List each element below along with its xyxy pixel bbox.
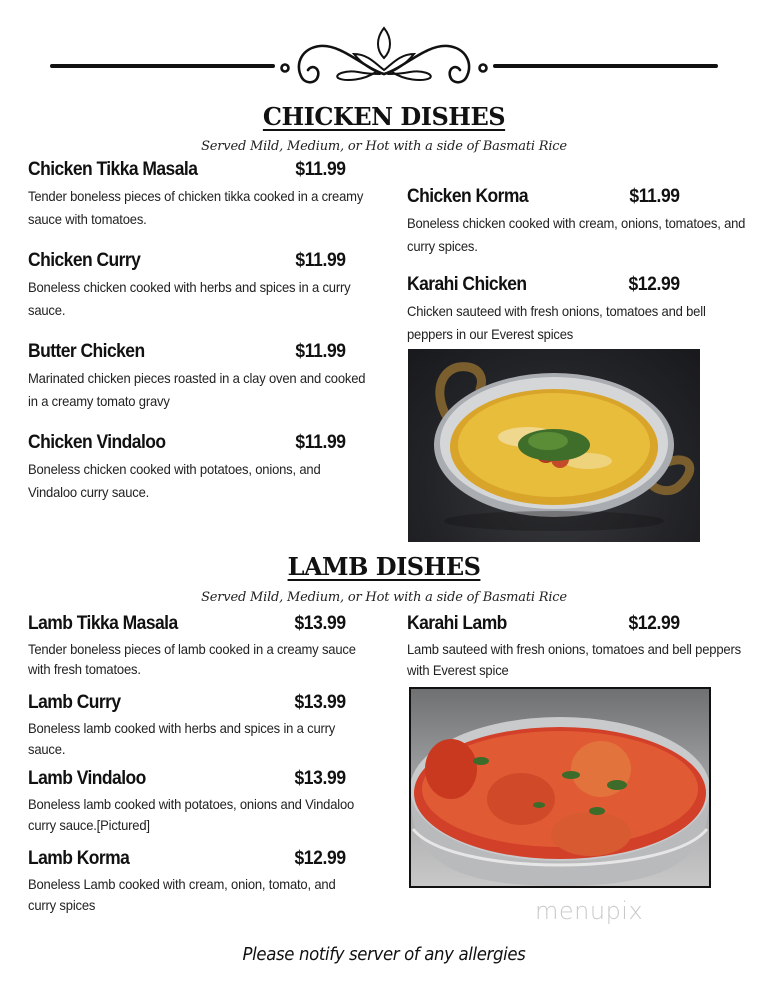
menu-item-chicken-korma: [407, 186, 747, 258]
item-price: $13.99: [294, 768, 346, 789]
menu-item-chicken-vindaloo: [28, 432, 368, 504]
header-ornament: [0, 20, 768, 90]
item-price: $11.99: [295, 159, 346, 180]
menu-item-butter-chicken: [28, 341, 368, 413]
item-name: Chicken Korma: [407, 186, 529, 207]
item-description: Boneless Lamb cooked with cream, onion, tomato, and curry spices: [28, 876, 336, 913]
lamb-section-subtitle: Served Mild, Medium, or Hot with a side of Basmati Rice: [201, 590, 567, 605]
menu-item-lamb-korma: [28, 848, 368, 916]
item-price: $12.99: [294, 848, 346, 869]
item-description: Marinated chicken pieces roasted in a clay oven and cooked in a creamy tomato gravy: [28, 370, 366, 409]
item-name: Chicken Tikka Masala: [28, 159, 198, 180]
item-description: Boneless lamb cooked with potatoes, onions and Vindaloo curry sauce.[Pictured]: [28, 796, 355, 833]
item-description: Tender boneless pieces of chicken tikka cooked in a creamy sauce with tomatoes.: [28, 188, 364, 227]
lamb-vindaloo-photo: [409, 687, 711, 888]
item-name: Lamb Korma: [28, 848, 130, 869]
item-name: Chicken Curry: [28, 250, 141, 271]
chicken-korma-photo: [408, 349, 700, 542]
menu-item-chicken-curry: [28, 250, 368, 322]
item-price: $11.99: [629, 186, 680, 207]
item-description: Boneless chicken cooked with potatoes, onions, and Vindaloo curry sauce.: [28, 461, 321, 500]
item-name: Karahi Chicken: [407, 274, 527, 295]
item-description: Chicken sauteed with fresh onions, tomatoes and bell peppers in our Everest spices: [407, 303, 706, 342]
item-name: Lamb Tikka Masala: [28, 613, 178, 634]
item-name: Butter Chicken: [28, 341, 145, 362]
item-description: Tender boneless pieces of lamb cooked in a creamy sauce with fresh tomatoes.: [28, 641, 356, 677]
item-name: Lamb Vindaloo: [28, 768, 146, 789]
lamb-section-title: LAMB DISHES: [287, 552, 481, 581]
ornament-rule-right: [493, 64, 718, 68]
allergy-notice: Please notify server of any allergies: [242, 944, 526, 965]
item-name: Karahi Lamb: [407, 613, 507, 634]
chicken-section-subtitle: Served Mild, Medium, or Hot with a side of Basmati Rice: [201, 139, 567, 154]
item-price: $12.99: [628, 613, 680, 634]
item-name: Chicken Vindaloo: [28, 432, 166, 453]
menu-item-lamb-curry: [28, 692, 368, 760]
menu-item-karahi-chicken: [407, 274, 747, 346]
flourish-icon: [276, 24, 492, 88]
item-price: $11.99: [295, 341, 346, 362]
ornament-rule-left: [50, 64, 275, 68]
item-description: Boneless lamb cooked with herbs and spices in a curry sauce.: [28, 720, 336, 757]
item-price: $12.99: [628, 274, 680, 295]
menu-item-chicken-tikka-masala: [28, 159, 368, 231]
menu-item-lamb-tikka-masala: [28, 613, 368, 679]
menupix-watermark: menupix: [535, 897, 644, 925]
item-description: Boneless chicken cooked with cream, onions, tomatoes, and curry spices.: [407, 215, 746, 254]
chicken-section-title: CHICKEN DISHES: [262, 102, 506, 131]
vindaloo-bowl-illustration: [411, 689, 709, 886]
item-price: $13.99: [294, 692, 346, 713]
item-price: $11.99: [295, 250, 346, 271]
item-price: $11.99: [295, 432, 346, 453]
item-description: Boneless chicken cooked with herbs and spices in a curry sauce.: [28, 279, 351, 318]
menu-item-lamb-vindaloo: [28, 768, 368, 836]
item-description: Lamb sauteed with fresh onions, tomatoes and bell peppers with Everest spice: [407, 641, 741, 678]
item-name: Lamb Curry: [28, 692, 121, 713]
item-price: $13.99: [294, 613, 346, 634]
korma-bowl-illustration: [408, 349, 700, 542]
menu-item-karahi-lamb: [407, 613, 747, 681]
